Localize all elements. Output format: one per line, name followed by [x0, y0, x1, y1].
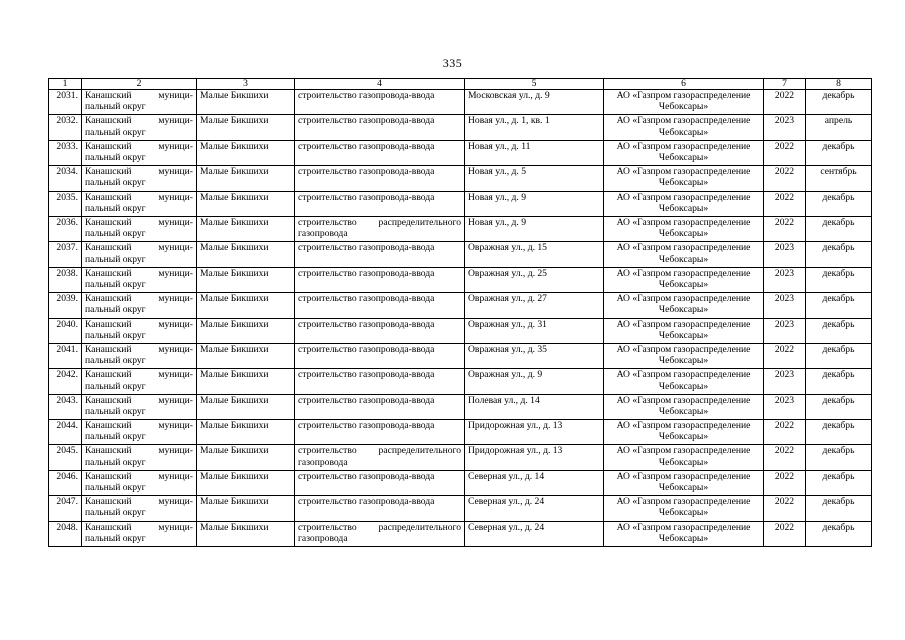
- district-cell: [82, 242, 197, 267]
- table-row: [49, 521, 872, 546]
- district-line-2: пальный округ: [85, 532, 146, 544]
- district-cell: [82, 191, 197, 216]
- month-cell: декабрь: [806, 242, 872, 267]
- work-type-line-1: строительство газопровода-ввода: [298, 140, 435, 152]
- organization-line-2: Чебоксары»: [658, 405, 709, 417]
- work-type-line-1: строительство газопровода-ввода: [298, 369, 435, 381]
- organization-line-2: Чебоксары»: [658, 228, 709, 240]
- locality-cell: Малые Бикшихи: [197, 293, 295, 318]
- month-cell: декабрь: [806, 496, 872, 521]
- work-type-line-2: газопровода: [298, 456, 348, 468]
- column-number-8: 8: [806, 79, 872, 90]
- month-cell: декабрь: [806, 90, 872, 115]
- organization-line-2: Чебоксары»: [658, 482, 709, 494]
- organization-line-2: Чебоксары»: [658, 355, 709, 367]
- work-type-line-1: строительство газопровода-ввода: [298, 394, 435, 406]
- table-row: [49, 445, 872, 470]
- district-line-1: Канашский муници-: [85, 166, 193, 178]
- organization-line-2: Чебоксары»: [658, 177, 709, 189]
- locality-cell: Малые Бикшихи: [197, 496, 295, 521]
- year-cell: 2022: [764, 216, 806, 241]
- district-line-1: Канашский муници-: [85, 420, 193, 432]
- address-cell: Новая ул., д. 9: [465, 191, 604, 216]
- district-line-1: Канашский муници-: [85, 115, 193, 127]
- locality-cell: Малые Бикшихи: [197, 343, 295, 368]
- district-line-2: пальный округ: [85, 202, 146, 214]
- work-type-line-1: строительство газопровода-ввода: [298, 420, 435, 432]
- locality-cell: Малые Бикшихи: [197, 90, 295, 115]
- work-type-line-1: строительство распределительного: [298, 216, 461, 228]
- organization-cell: [604, 242, 764, 267]
- organization-line-1: АО «Газпром газораспределение: [616, 496, 751, 508]
- gasification-table: [48, 78, 872, 547]
- address-cell: Овражная ул., д. 25: [465, 267, 604, 292]
- column-number-5: 5: [465, 79, 604, 90]
- work-type-cell: [295, 90, 465, 115]
- district-cell: [82, 293, 197, 318]
- month-cell: декабрь: [806, 191, 872, 216]
- district-line-2: пальный округ: [85, 482, 146, 494]
- column-number-3: 3: [197, 79, 295, 90]
- row-number-cell: 2037.: [49, 242, 82, 267]
- year-cell: 2022: [764, 191, 806, 216]
- district-line-2: пальный округ: [85, 355, 146, 367]
- locality-cell: Малые Бикшихи: [197, 521, 295, 546]
- organization-line-1: АО «Газпром газораспределение: [616, 394, 751, 406]
- month-cell: декабрь: [806, 293, 872, 318]
- organization-cell: [604, 496, 764, 521]
- work-type-line-1: строительство газопровода-ввода: [298, 267, 435, 279]
- organization-line-2: Чебоксары»: [658, 253, 709, 265]
- organization-cell: [604, 369, 764, 394]
- table-row: [49, 166, 872, 191]
- row-number-cell: 2034.: [49, 166, 82, 191]
- organization-line-1: АО «Газпром газораспределение: [616, 369, 751, 381]
- table-row: [49, 343, 872, 368]
- organization-line-1: АО «Газпром газораспределение: [616, 470, 751, 482]
- organization-cell: [604, 115, 764, 140]
- work-type-line-1: строительство газопровода-ввода: [298, 343, 435, 355]
- district-line-1: Канашский муници-: [85, 343, 193, 355]
- address-cell: Северная ул., д. 14: [465, 470, 604, 495]
- district-cell: [82, 420, 197, 445]
- address-cell: Овражная ул., д. 31: [465, 318, 604, 343]
- organization-line-2: Чебоксары»: [658, 507, 709, 519]
- address-cell: Новая ул., д. 9: [465, 216, 604, 241]
- work-type-line-1: строительство газопровода-ввода: [298, 318, 435, 330]
- organization-line-2: Чебоксары»: [658, 278, 709, 290]
- district-cell: [82, 394, 197, 419]
- column-number-2: 2: [82, 79, 197, 90]
- locality-cell: Малые Бикшихи: [197, 369, 295, 394]
- address-cell: Придорожная ул., д. 13: [465, 445, 604, 470]
- organization-cell: [604, 318, 764, 343]
- district-line-1: Канашский муници-: [85, 521, 193, 533]
- district-line-2: пальный округ: [85, 177, 146, 189]
- organization-cell: [604, 216, 764, 241]
- year-cell: 2022: [764, 445, 806, 470]
- district-cell: [82, 470, 197, 495]
- work-type-cell: [295, 420, 465, 445]
- organization-line-2: Чебоксары»: [658, 304, 709, 316]
- month-cell: декабрь: [806, 470, 872, 495]
- locality-cell: Малые Бикшихи: [197, 242, 295, 267]
- row-number-cell: 2043.: [49, 394, 82, 419]
- month-cell: апрель: [806, 115, 872, 140]
- table-row: [49, 318, 872, 343]
- district-line-1: Канашский муници-: [85, 191, 193, 203]
- district-line-2: пальный округ: [85, 253, 146, 265]
- address-cell: Овражная ул., д. 15: [465, 242, 604, 267]
- work-type-line-1: строительство газопровода-ввода: [298, 166, 435, 178]
- table-row: [49, 267, 872, 292]
- address-cell: Новая ул., д. 5: [465, 166, 604, 191]
- month-cell: декабрь: [806, 318, 872, 343]
- row-number-cell: 2046.: [49, 470, 82, 495]
- locality-cell: Малые Бикшихи: [197, 166, 295, 191]
- organization-line-2: Чебоксары»: [658, 126, 709, 138]
- organization-line-2: Чебоксары»: [658, 532, 709, 544]
- work-type-line-1: строительство газопровода-ввода: [298, 191, 435, 203]
- row-number-cell: 2045.: [49, 445, 82, 470]
- work-type-cell: [295, 242, 465, 267]
- row-number-cell: 2040.: [49, 318, 82, 343]
- district-line-2: пальный округ: [85, 405, 146, 417]
- district-line-2: пальный округ: [85, 278, 146, 290]
- month-cell: сентябрь: [806, 166, 872, 191]
- table-row: [49, 293, 872, 318]
- organization-line-1: АО «Газпром газораспределение: [616, 420, 751, 432]
- year-cell: 2022: [764, 140, 806, 165]
- work-type-cell: [295, 216, 465, 241]
- address-cell: Северная ул., д. 24: [465, 496, 604, 521]
- month-cell: декабрь: [806, 267, 872, 292]
- row-number-cell: 2035.: [49, 191, 82, 216]
- table-row: [49, 140, 872, 165]
- organization-line-1: АО «Газпром газораспределение: [616, 216, 751, 228]
- organization-line-1: АО «Газпром газораспределение: [616, 90, 751, 101]
- district-line-1: Канашский муници-: [85, 470, 193, 482]
- table-row: [49, 191, 872, 216]
- organization-line-1: АО «Газпром газораспределение: [616, 166, 751, 178]
- locality-cell: Малые Бикшихи: [197, 318, 295, 343]
- district-cell: [82, 216, 197, 241]
- row-number-cell: 2044.: [49, 420, 82, 445]
- district-cell: [82, 140, 197, 165]
- address-cell: Московская ул., д. 9: [465, 90, 604, 115]
- row-number-cell: 2032.: [49, 115, 82, 140]
- work-type-cell: [295, 318, 465, 343]
- district-cell: [82, 521, 197, 546]
- organization-line-2: Чебоксары»: [658, 202, 709, 214]
- work-type-line-1: строительство газопровода-ввода: [298, 470, 435, 482]
- district-line-1: Канашский муници-: [85, 293, 193, 305]
- district-cell: [82, 267, 197, 292]
- district-line-2: пальный округ: [85, 304, 146, 316]
- organization-cell: [604, 470, 764, 495]
- table-row: [49, 216, 872, 241]
- locality-cell: Малые Бикшихи: [197, 445, 295, 470]
- organization-line-1: АО «Газпром газораспределение: [616, 318, 751, 330]
- district-line-1: Канашский муници-: [85, 267, 193, 279]
- year-cell: 2022: [764, 90, 806, 115]
- district-line-1: Канашский муници-: [85, 496, 193, 508]
- locality-cell: Малые Бикшихи: [197, 216, 295, 241]
- locality-cell: Малые Бикшихи: [197, 140, 295, 165]
- year-cell: 2022: [764, 420, 806, 445]
- row-number-cell: 2038.: [49, 267, 82, 292]
- organization-line-1: АО «Газпром газораспределение: [616, 445, 751, 457]
- row-number-cell: 2047.: [49, 496, 82, 521]
- organization-line-1: АО «Газпром газораспределение: [616, 521, 751, 533]
- column-number-1: 1: [49, 79, 82, 90]
- organization-line-2: Чебоксары»: [658, 380, 709, 392]
- district-line-2: пальный округ: [85, 126, 146, 138]
- locality-cell: Малые Бикшихи: [197, 420, 295, 445]
- organization-line-1: АО «Газпром газораспределение: [616, 343, 751, 355]
- organization-line-2: Чебоксары»: [658, 431, 709, 443]
- organization-cell: [604, 445, 764, 470]
- district-cell: [82, 318, 197, 343]
- table-row: [49, 90, 872, 115]
- work-type-cell: [295, 267, 465, 292]
- address-cell: Новая ул., д. 1, кв. 1: [465, 115, 604, 140]
- organization-cell: [604, 394, 764, 419]
- year-cell: 2023: [764, 267, 806, 292]
- address-cell: Придорожная ул., д. 13: [465, 420, 604, 445]
- organization-cell: [604, 267, 764, 292]
- month-cell: декабрь: [806, 369, 872, 394]
- locality-cell: Малые Бикшихи: [197, 267, 295, 292]
- month-cell: декабрь: [806, 394, 872, 419]
- organization-cell: [604, 166, 764, 191]
- district-line-1: Канашский муници-: [85, 242, 193, 254]
- district-cell: [82, 369, 197, 394]
- year-cell: 2022: [764, 470, 806, 495]
- year-cell: 2023: [764, 115, 806, 140]
- table-row: [49, 496, 872, 521]
- row-number-cell: 2042.: [49, 369, 82, 394]
- month-cell: декабрь: [806, 521, 872, 546]
- month-cell: декабрь: [806, 140, 872, 165]
- work-type-cell: [295, 369, 465, 394]
- year-cell: 2023: [764, 369, 806, 394]
- table-body: [49, 90, 872, 547]
- district-cell: [82, 115, 197, 140]
- district-line-1: Канашский муници-: [85, 318, 193, 330]
- district-line-2: пальный округ: [85, 101, 146, 113]
- organization-cell: [604, 420, 764, 445]
- address-cell: Северная ул., д. 24: [465, 521, 604, 546]
- work-type-cell: [295, 140, 465, 165]
- address-cell: Полевая ул., д. 14: [465, 394, 604, 419]
- year-cell: 2023: [764, 394, 806, 419]
- district-cell: [82, 166, 197, 191]
- work-type-line-1: строительство газопровода-ввода: [298, 90, 435, 101]
- row-number-cell: 2033.: [49, 140, 82, 165]
- organization-cell: [604, 343, 764, 368]
- organization-cell: [604, 90, 764, 115]
- work-type-line-1: строительство газопровода-ввода: [298, 293, 435, 305]
- district-line-1: Канашский муници-: [85, 445, 193, 457]
- row-number-cell: 2039.: [49, 293, 82, 318]
- year-cell: 2022: [764, 166, 806, 191]
- district-cell: [82, 343, 197, 368]
- organization-cell: [604, 140, 764, 165]
- organization-line-2: Чебоксары»: [658, 151, 709, 163]
- year-cell: 2023: [764, 293, 806, 318]
- work-type-cell: [295, 445, 465, 470]
- organization-line-1: АО «Газпром газораспределение: [616, 115, 751, 127]
- work-type-cell: [295, 521, 465, 546]
- month-cell: декабрь: [806, 420, 872, 445]
- row-number-cell: 2048.: [49, 521, 82, 546]
- district-line-2: пальный округ: [85, 507, 146, 519]
- organization-cell: [604, 521, 764, 546]
- table-row: [49, 242, 872, 267]
- column-number-7: 7: [764, 79, 806, 90]
- district-cell: [82, 445, 197, 470]
- work-type-cell: [295, 115, 465, 140]
- address-cell: Овражная ул., д. 35: [465, 343, 604, 368]
- district-line-1: Канашский муници-: [85, 394, 193, 406]
- organization-line-1: АО «Газпром газораспределение: [616, 242, 751, 254]
- district-line-2: пальный округ: [85, 151, 146, 163]
- district-line-2: пальный округ: [85, 456, 146, 468]
- work-type-cell: [295, 470, 465, 495]
- organization-line-2: Чебоксары»: [658, 101, 709, 113]
- address-cell: Овражная ул., д. 27: [465, 293, 604, 318]
- work-type-line-1: строительство распределительного: [298, 445, 461, 457]
- column-number-row: [49, 79, 872, 90]
- work-type-cell: [295, 191, 465, 216]
- locality-cell: Малые Бикшихи: [197, 191, 295, 216]
- row-number-cell: 2031.: [49, 90, 82, 115]
- organization-line-1: АО «Газпром газораспределение: [616, 267, 751, 279]
- work-type-line-1: строительство газопровода-ввода: [298, 115, 435, 127]
- year-cell: 2023: [764, 242, 806, 267]
- locality-cell: Малые Бикшихи: [197, 394, 295, 419]
- district-line-2: пальный округ: [85, 228, 146, 240]
- year-cell: 2023: [764, 318, 806, 343]
- work-type-cell: [295, 496, 465, 521]
- organization-line-2: Чебоксары»: [658, 329, 709, 341]
- work-type-line-1: строительство газопровода-ввода: [298, 496, 435, 508]
- work-type-line-1: строительство распределительного: [298, 521, 461, 533]
- district-cell: [82, 90, 197, 115]
- district-cell: [82, 496, 197, 521]
- district-line-1: Канашский муници-: [85, 369, 193, 381]
- organization-line-1: АО «Газпром газораспределение: [616, 140, 751, 152]
- address-cell: Новая ул., д. 11: [465, 140, 604, 165]
- locality-cell: Малые Бикшихи: [197, 470, 295, 495]
- work-type-cell: [295, 293, 465, 318]
- organization-line-1: АО «Газпром газораспределение: [616, 191, 751, 203]
- column-number-6: 6: [604, 79, 764, 90]
- organization-cell: [604, 293, 764, 318]
- month-cell: декабрь: [806, 343, 872, 368]
- district-line-2: пальный округ: [85, 380, 146, 392]
- month-cell: декабрь: [806, 445, 872, 470]
- address-cell: Овражная ул., д. 9: [465, 369, 604, 394]
- month-cell: декабрь: [806, 216, 872, 241]
- work-type-cell: [295, 343, 465, 368]
- year-cell: 2022: [764, 521, 806, 546]
- work-type-line-2: газопровода: [298, 228, 348, 240]
- district-line-1: Канашский муници-: [85, 216, 193, 228]
- table-row: [49, 394, 872, 419]
- table-row: [49, 369, 872, 394]
- year-cell: 2022: [764, 496, 806, 521]
- district-line-1: Канашский муници-: [85, 90, 193, 101]
- work-type-line-2: газопровода: [298, 532, 348, 544]
- table-row: [49, 420, 872, 445]
- column-number-4: 4: [295, 79, 465, 90]
- row-number-cell: 2041.: [49, 343, 82, 368]
- district-line-2: пальный округ: [85, 329, 146, 341]
- year-cell: 2022: [764, 343, 806, 368]
- organization-cell: [604, 191, 764, 216]
- page-number: 335: [442, 56, 463, 70]
- table-row: [49, 470, 872, 495]
- work-type-cell: [295, 166, 465, 191]
- table-row: [49, 115, 872, 140]
- organization-line-1: АО «Газпром газораспределение: [616, 293, 751, 305]
- organization-line-2: Чебоксары»: [658, 456, 709, 468]
- locality-cell: Малые Бикшихи: [197, 115, 295, 140]
- row-number-cell: 2036.: [49, 216, 82, 241]
- district-line-2: пальный округ: [85, 431, 146, 443]
- district-line-1: Канашский муници-: [85, 140, 193, 152]
- work-type-line-1: строительство газопровода-ввода: [298, 242, 435, 254]
- work-type-cell: [295, 394, 465, 419]
